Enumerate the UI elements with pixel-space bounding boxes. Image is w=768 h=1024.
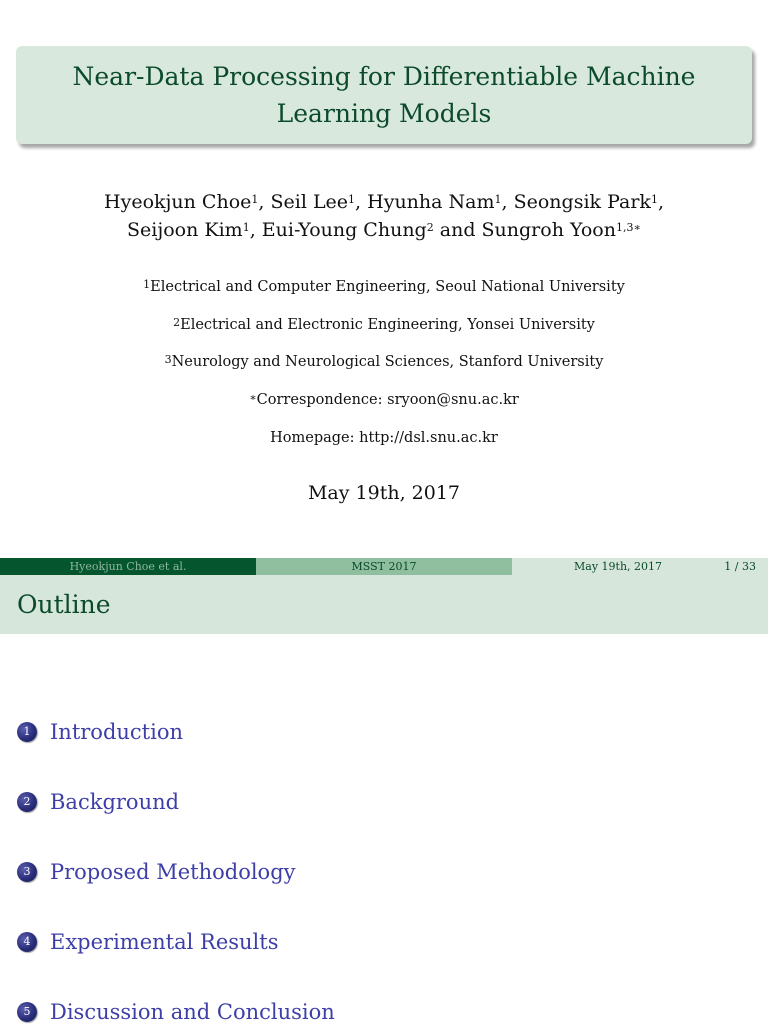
author-affil-sup: 1 <box>348 193 356 206</box>
toc-item-experimental-results[interactable] <box>17 930 279 954</box>
author-name: Seil Lee <box>270 191 349 213</box>
toc-number-ball: 4 <box>17 932 37 952</box>
author-list <box>0 188 768 244</box>
affiliation-sup: 2 <box>173 316 181 329</box>
toc-link[interactable]: Introduction <box>50 720 183 744</box>
affiliation-text: Electrical and Electronic Engineering, Yonsei University <box>180 317 595 333</box>
toc-link[interactable]: Proposed Methodology <box>50 860 296 884</box>
toc-item-proposed-methodology[interactable] <box>17 860 296 884</box>
author-name: Hyeokjun Choe <box>104 191 252 213</box>
author-separator: and <box>433 219 482 241</box>
author-separator: , <box>355 191 368 213</box>
correspondence-sup: ∗ <box>249 391 257 404</box>
author-affil-sup: 1 <box>251 193 259 206</box>
affiliation-sup: 1 <box>143 278 151 291</box>
affiliation-sup: 3 <box>164 353 172 366</box>
toc-number-ball: 1 <box>17 722 37 742</box>
homepage: Homepage: http://dsl.snu.ac.kr <box>270 430 498 446</box>
author-separator: , <box>258 191 271 213</box>
correspondence <box>0 390 768 410</box>
title-line-1: Near-Data Processing for Differentiable Machine <box>72 62 696 91</box>
correspondence-text: Correspondence: sryoon@snu.ac.kr <box>256 392 519 408</box>
author-separator: , <box>249 219 262 241</box>
toc-item-introduction[interactable] <box>17 720 183 744</box>
affiliation-text: Neurology and Neurological Sciences, Stanford University <box>171 354 604 370</box>
title-box <box>16 46 752 144</box>
presentation-date: May 19th, 2017 <box>307 482 461 504</box>
affiliation-text: Electrical and Computer Engineering, Seoul National University <box>150 279 625 295</box>
footer-date: May 19th, 2017 <box>574 560 663 573</box>
frame-title-bar <box>0 575 768 634</box>
toc-link[interactable]: Discussion and Conclusion <box>50 1000 335 1024</box>
footer-right <box>512 558 768 575</box>
author-name: Hyunha Nam <box>367 191 495 213</box>
affiliation-2 <box>0 315 768 335</box>
author-affil-sup: 1 <box>650 193 658 206</box>
frame-title: Outline <box>17 590 111 619</box>
toc-item-discussion-and-conclusion[interactable] <box>17 1000 335 1024</box>
footer-conference: MSST 2017 <box>256 558 512 575</box>
outline-slide <box>0 575 768 1024</box>
toc-link[interactable]: Experimental Results <box>50 930 279 954</box>
affiliation-3 <box>0 352 768 372</box>
toc-link[interactable]: Background <box>50 790 180 814</box>
toc-item-background[interactable] <box>17 790 179 814</box>
author-affil-sup: 1 <box>242 221 250 234</box>
footer-author: Hyeokjun Choe et al. <box>0 558 256 575</box>
slide-footer <box>0 558 768 575</box>
footer-page-number: 1 / 33 <box>724 560 756 573</box>
author-name: Seijoon Kim <box>127 219 243 241</box>
author-name: Seongsik Park <box>513 191 651 213</box>
author-name: Sungroh Yoon <box>481 219 616 241</box>
author-line-2 <box>0 216 768 244</box>
toc-number-ball: 5 <box>17 1002 37 1022</box>
author-affil-sup: 1,3∗ <box>616 221 641 234</box>
affiliation-1 <box>0 277 768 297</box>
toc-number-ball: 3 <box>17 862 37 882</box>
author-name: Eui-Young Chung <box>261 219 427 241</box>
title-line-2: Learning Models <box>276 99 492 128</box>
presentation-title <box>54 58 714 132</box>
toc-number-ball: 2 <box>17 792 37 812</box>
author-line-1 <box>0 188 768 216</box>
author-separator: , <box>657 191 664 213</box>
author-affil-sup: 1 <box>494 193 502 206</box>
author-separator: , <box>501 191 514 213</box>
author-affil-sup: 2 <box>426 221 434 234</box>
